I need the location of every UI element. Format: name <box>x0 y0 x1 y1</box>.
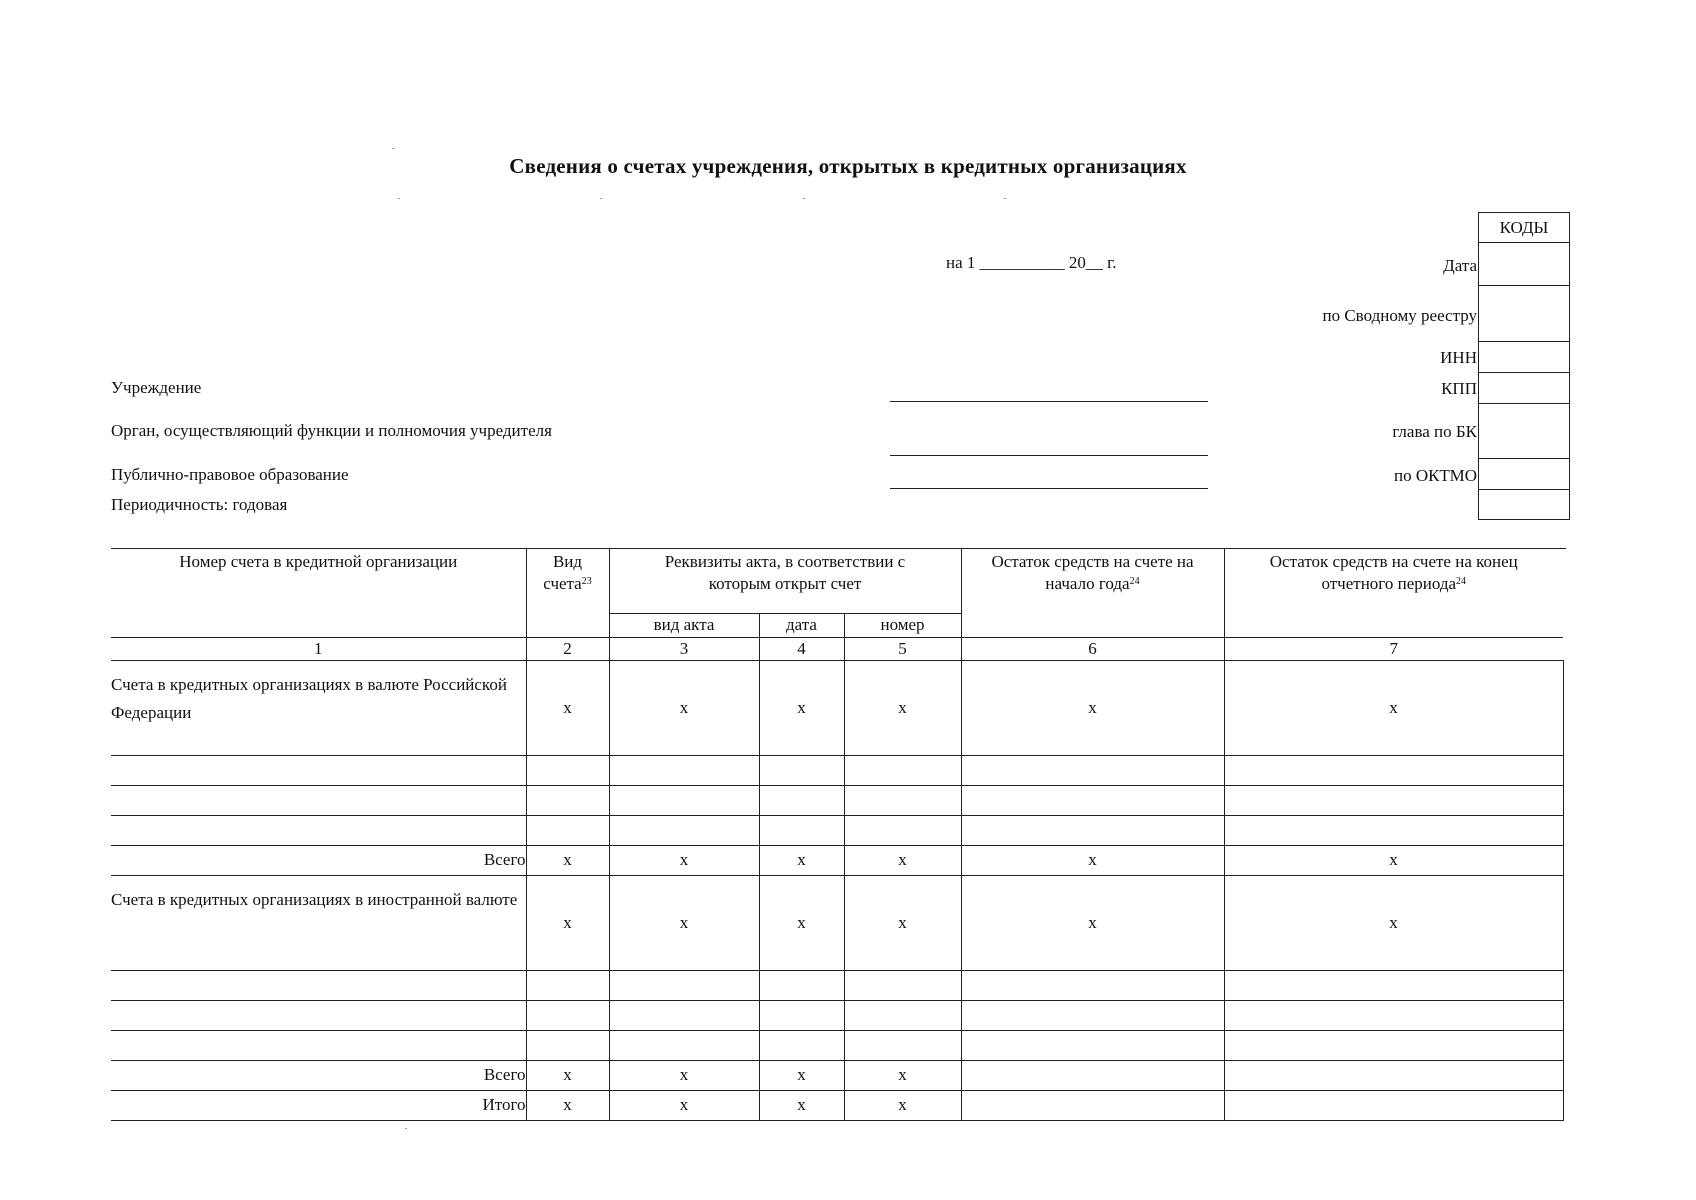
code-label-bk: глава по БК <box>1392 422 1477 441</box>
total-balance-end-cell[interactable] <box>1224 1060 1563 1090</box>
x-mark: x <box>844 1090 961 1120</box>
x-mark: x <box>844 845 961 875</box>
accounts-table <box>111 549 1564 1121</box>
codes-box <box>1478 212 1570 520</box>
code-periodicity-cell[interactable] <box>1479 490 1569 520</box>
x-mark: x <box>1224 875 1563 970</box>
header-account-number: Номер счета в кредитной организации <box>111 549 526 637</box>
x-mark: x <box>609 1090 759 1120</box>
x-mark: x <box>844 1060 961 1090</box>
total-label: Всего <box>111 845 526 875</box>
col-number: 1 <box>111 637 526 660</box>
code-oktmo-cell[interactable] <box>1479 459 1569 490</box>
code-inn-cell[interactable] <box>1479 342 1569 373</box>
section-foreign-label: Счета в кредитных организациях в иностранной валюте <box>111 875 526 970</box>
x-mark: x <box>844 660 961 755</box>
header-act-number: номер <box>844 613 961 637</box>
header-act-type: вид акта <box>609 613 759 637</box>
col-number: 6 <box>961 637 1224 660</box>
scan-speck <box>392 148 394 149</box>
x-mark: x <box>1224 660 1563 755</box>
header-account-type: Вид счета$^{23}$ <box>526 549 609 637</box>
total-foreign-row <box>111 1060 1563 1090</box>
x-mark: x <box>961 845 1224 875</box>
x-mark: x <box>844 875 961 970</box>
table-row[interactable] <box>111 755 1563 785</box>
code-kpp-cell[interactable] <box>1479 373 1569 404</box>
x-mark: x <box>609 845 759 875</box>
x-mark: x <box>759 875 844 970</box>
col-number: 2 <box>526 637 609 660</box>
x-mark: x <box>526 1090 609 1120</box>
grand-total-label: Итого <box>111 1090 526 1120</box>
column-numbers-row <box>111 637 1563 660</box>
x-mark: x <box>759 845 844 875</box>
x-mark: x <box>1224 845 1563 875</box>
code-label-date: Дата <box>1443 256 1477 275</box>
field-institution-label: Учреждение <box>111 378 202 397</box>
scan-speck <box>398 198 400 199</box>
x-mark: x <box>759 660 844 755</box>
col-number: 5 <box>844 637 961 660</box>
header-balance-end: Остаток средств на счете на конец отчетного периода$^{24}$ <box>1224 549 1563 637</box>
total-label: Всего <box>111 1060 526 1090</box>
table-row[interactable] <box>111 785 1563 815</box>
col-number: 7 <box>1224 637 1563 660</box>
x-mark: x <box>759 1060 844 1090</box>
x-mark: x <box>526 875 609 970</box>
founder-input-line[interactable] <box>890 455 1208 456</box>
public-entity-input-line[interactable] <box>890 488 1208 489</box>
page-title: Сведения о счетах учреждения, открытых в кредитных организациях <box>509 154 1187 178</box>
code-bk-cell[interactable] <box>1479 404 1569 459</box>
table-row[interactable] <box>111 1000 1563 1030</box>
header-balance-start: Остаток средств на счете на начало года$^{24}$ <box>961 549 1224 637</box>
section-foreign-row <box>111 875 1563 970</box>
total-rub-row <box>111 845 1563 875</box>
periodicity-label: Периодичность: годовая <box>111 495 288 514</box>
x-mark: x <box>526 1060 609 1090</box>
section-rub-label: Счета в кредитных организациях в валюте Российской Федерации <box>111 660 526 755</box>
x-mark: x <box>609 660 759 755</box>
code-label-inn: ИНН <box>1440 348 1477 367</box>
code-label-registry: по Сводному реестру <box>1322 306 1477 325</box>
x-mark: x <box>609 1060 759 1090</box>
header-act-date: дата <box>759 613 844 637</box>
table-row[interactable] <box>111 1030 1563 1060</box>
scan-speck <box>1004 198 1006 199</box>
scan-speck <box>600 198 602 199</box>
section-rub-row <box>111 660 1563 755</box>
report-date-line: на 1 __________ 20__ г. <box>946 253 1117 272</box>
col-number: 4 <box>759 637 844 660</box>
x-mark: x <box>961 875 1224 970</box>
total-balance-start-cell[interactable] <box>961 1060 1224 1090</box>
grand-total-balance-start-cell[interactable] <box>961 1090 1224 1120</box>
scan-speck <box>803 198 805 199</box>
x-mark: x <box>526 845 609 875</box>
grand-total-row <box>111 1090 1563 1120</box>
code-label-oktmo: по ОКТМО <box>1393 466 1477 485</box>
x-mark: x <box>759 1090 844 1120</box>
grand-total-balance-end-cell[interactable] <box>1224 1090 1563 1120</box>
code-date-cell[interactable] <box>1479 243 1569 286</box>
field-public-entity-label: Публично-правовое образование <box>111 465 349 484</box>
header-act-details: Реквизиты акта, в соответствии с которым открыт счет <box>609 549 961 613</box>
x-mark: x <box>961 660 1224 755</box>
code-label-kpp: КПП <box>1441 379 1477 398</box>
x-mark: x <box>609 875 759 970</box>
field-founder-label: Орган, осуществляющий функции и полномочия учредителя <box>111 421 552 440</box>
table-row[interactable] <box>111 815 1563 845</box>
x-mark: x <box>526 660 609 755</box>
col-number: 3 <box>609 637 759 660</box>
codes-header: КОДЫ <box>1479 213 1569 243</box>
institution-input-line[interactable] <box>890 401 1208 402</box>
table-row[interactable] <box>111 970 1563 1000</box>
code-registry-cell[interactable] <box>1479 286 1569 342</box>
scan-speck <box>405 1128 407 1129</box>
